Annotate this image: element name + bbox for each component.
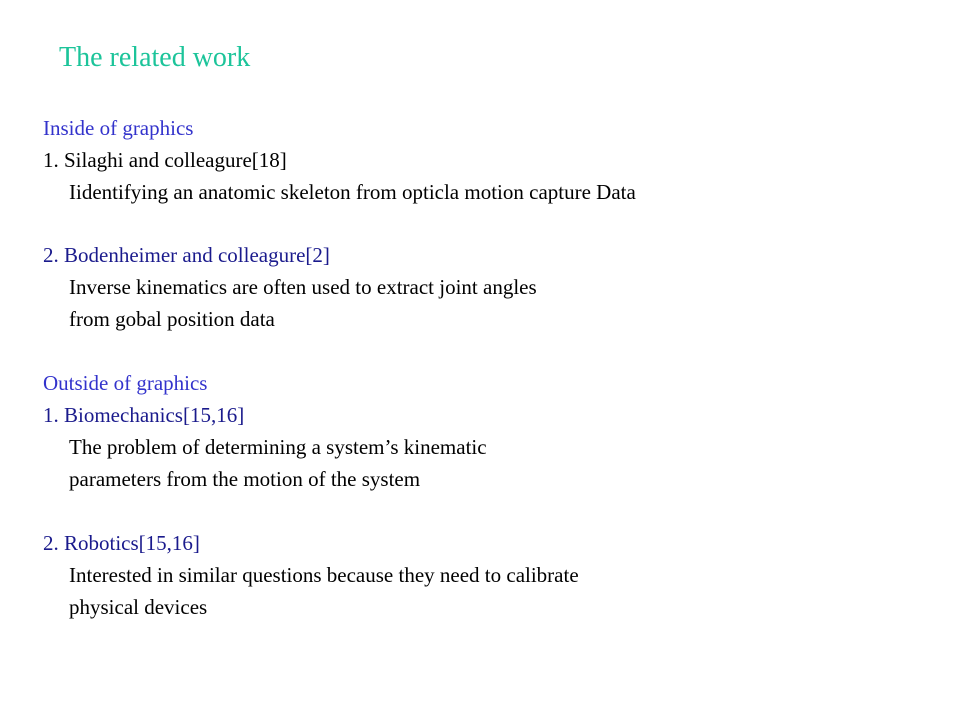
inside-item-2-label: 2. Bodenheimer and colleagure[2] [43,243,330,267]
outside-item-1-description-line-1: The problem of determining a system’s kinematic [69,435,487,459]
outside-item-2-description-line-2: physical devices [69,595,208,619]
inside-item-1-description: Iidentifying an anatomic skeleton from opticla motion capture Data [69,180,636,204]
inside-item-1-label: 1. Silaghi and colleagure[18] [43,148,287,172]
outside-graphics-heading: Outside of graphics [43,371,208,395]
inside-item-2-description-line-1: Inverse kinematics are often used to extract joint angles [69,275,537,299]
outside-item-2-label: 2. Robotics[15,16] [43,531,200,555]
outside-item-2-description-line-1: Interested in similar questions because they need to calibrate [69,563,579,587]
outside-item-1-description-line-2: parameters from the motion of the system [69,467,421,491]
inside-item-2-description-line-2: from gobal position data [69,307,275,331]
outside-item-1-label: 1. Biomechanics[15,16] [43,403,245,427]
slide-title: The related work [59,42,251,73]
inside-graphics-heading: Inside of graphics [43,116,194,140]
